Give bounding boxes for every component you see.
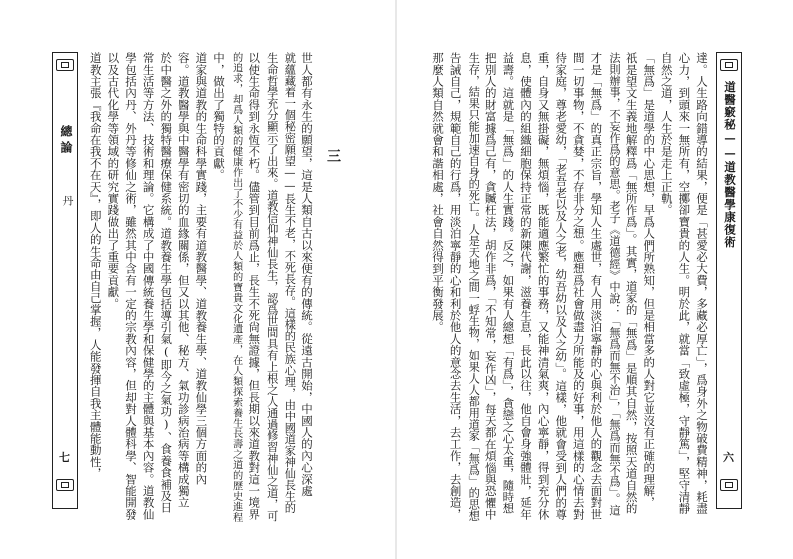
right-strip-title: 道醫竅秘——道教醫學康復術 [723,81,737,249]
right-page-number: 六 [723,451,734,464]
left-page [0,0,396,559]
right-text-column: 重，自身又無掛礙，無煩惱，既能適應繁忙的事務，又能神清氣爽，內心寧靜，得到充分休 [536,52,551,520]
left-page-number: 七 [59,451,70,464]
left-text-column: 道教主張『我命在我不在天』，即人的生命由自己掌握，人能發揮自我主體能動性， [88,52,103,480]
left-text-column: 的追求，却爲人類的健康作出了不少有益於人類的寶貴文化遺產，在人類探索養生長壽之道的歷史進程 [230,52,243,522]
left-text-column: 道家與道教的生命科學實踐，主要有道教醫學、道教養生學、道教仙學三個方面的內 [194,52,209,485]
right-text-column: 告誡自己，規範自己的行爲，用淡泊寧靜的心和利於他人的意念去生活，去工作，去創造， [448,52,463,520]
right-text-column: 才是「無爲」的真正宗旨，學知人生處世，有人用淡泊寧靜的心與利於他人的觀念去面對世 [589,52,604,520]
right-text-column: 把別人的財富據爲己有，貪贓枉法，胡作非爲，「不知常，妄作凶」，每天都在煩惱與恐懼中 [483,52,498,521]
right-text-column: 益壽。這就是「無爲」的人生實踐。反之，如果有人總想「有爲」，貪戀之心太重，隨時想 [501,52,516,515]
right-text-column: 法則辦事，不妄作爲的意思。老子《道德經》中說：「無爲而無不治」，「無爲而無不爲」。這 [608,52,621,517]
left-text-column: 就蘊藏着一個秘密願望——長生不老，不死長存。這樣的民族心理，由中國道家神仙長生的 [283,52,297,514]
ornament-icon [56,479,74,491]
right-text-column: 間一切事物，不貪婪，不存非分之想。應想爲社會做盡力所能及的好事，用這樣的心情去對 [571,52,586,520]
left-text-column: 生命哲學充分顯示了出來。道教信仰神仙長生，認爲世間具有上根之人通過修習神仙之道，可 [265,52,279,522]
ornament-icon [720,479,738,491]
right-text-column: 生存，結果只能加速自身的死亡。人是天地之間一蜉生物，如果人人都用道家「無爲」的思想 [467,52,481,522]
right-page [396,0,793,559]
left-text-column: 常生活等方法、技術和理論。它構成了中國傳統養生學和保健學的主體與基本內容。道教仙 [141,52,156,520]
left-text-column: 以使生命得到永恆不朽。儘管到目前爲止，長生不死尙無證據，但長期以來道教對這一境界 [247,52,262,520]
right-text-column: 待家庭，尊老愛幼，「老吾老以及人之老，幼吾幼以及人之幼」。這樣，他就會受到人們的尊 [554,52,569,521]
right-text-column: 那麼人類自然就會和諧相處，社會自然得到平衡發展。 [431,52,445,333]
left-text-column: 中，做出了獨特的貢獻。 [212,52,226,181]
right-text-column: 自然之道，人生於是走上正軌。 [659,52,674,216]
left-text-column: 世人都有永生的願望，這是人類自古以來便有的傳統。從遠古開始，中國人的內心深處 [300,52,314,497]
right-text-column: 「無爲」是道學的中心思想，早爲人們所熟知，但是相當多的人對它並沒有正確的理解， [642,52,657,509]
ornament-icon [56,59,74,71]
right-text-column: 達。人生路向錯導的結果，便是「甚愛必大費，多藏必厚亡」，爲身外之物破費精神，耗盡 [695,52,709,515]
right-text-column: 祇是望文生義地解釋爲「無所作爲」。其實，道家的「無爲」是順其自然，按照天道自然的 [624,52,639,515]
left-text-column: 以及古代化學等領域的研究實踐做出了重要貢獻。 [106,52,121,310]
left-strip-sub: 丹 [61,195,74,208]
left-text-column: 學包括內丹、外丹等修仙之術，雖然其中含有一定的宗教內容，但却對人體科學、智能開發 [124,52,138,520]
right-header-strip [716,52,742,509]
section-number: 三 [327,149,341,165]
left-strip-title: 總論 [59,125,73,157]
left-text-column: 容。道教醫學與中醫學有密切的血緣關係，但又以其他、秘方、氣功診病治病等構成獨立 [176,52,191,509]
ornament-icon [720,59,738,71]
left-header-strip [52,52,78,509]
left-text-column: 於中醫之外的獨特醫療保健系統。道教養生學包括導引氣(即今之氣功)、食養食補及日 [159,52,174,514]
right-text-column: 心力，到頭來一無所有，空擲卻寶貴的人生。明於此，就當「致虛極，守靜篤」，堅守清靜 [677,52,692,515]
right-text-column: 息，使體內的組織細胞保持正常的新陳代謝，滋養生息，長此以往，他自會身強體壯，延年 [519,52,533,520]
